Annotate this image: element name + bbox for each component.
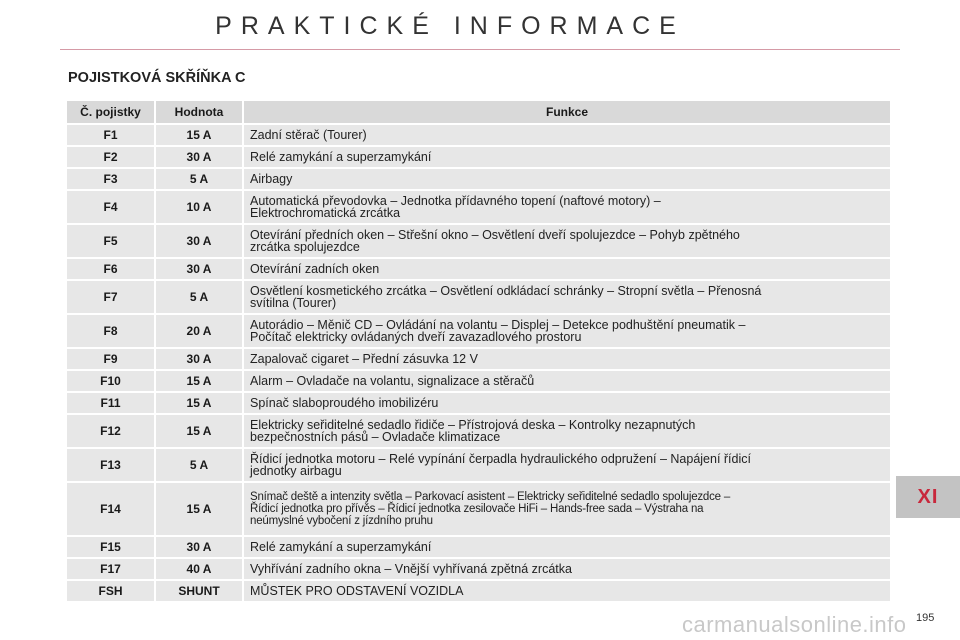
watermark: carmanualsonline.info [682,612,907,637]
fuse-function-line: Otevírání předních oken – Střešní okno – Osvětlení dveří spolujezdce – Pohyb zpětného [250,228,740,242]
fuse-value-cell: 5 A [155,168,243,190]
fuse-value-cell: 10 A [155,190,243,224]
fuse-function-cell [243,146,891,168]
fuse-value-cell: 15 A [155,370,243,392]
fuse-number-cell: F3 [67,168,155,190]
column-header-value: Hodnota [155,101,243,124]
fuse-value-cell: 15 A [155,482,243,536]
fuse-value-cell: 15 A [155,414,243,448]
fuse-function-cell [243,580,891,602]
fuse-number-cell: FSH [67,580,155,602]
fuse-function-line: Zadní stěrač (Tourer) [250,128,367,142]
chapter-tab-label: XI [917,485,939,508]
fuse-number-cell: F13 [67,448,155,482]
fuse-number-cell: F11 [67,392,155,414]
column-header-function: Funkce [243,101,891,124]
fuse-value-cell: 30 A [155,536,243,558]
fuse-function-cell [243,224,891,258]
fuse-function-cell [243,482,891,536]
page-title: PRAKTICKÉ INFORMACE [215,12,685,40]
table-row [67,124,891,146]
fuse-function-cell [243,124,891,146]
fuse-value-cell: 5 A [155,280,243,314]
fuse-value-cell: 30 A [155,146,243,168]
table-row [67,414,891,448]
fuse-function-line: Počítač elektricky ovládaných dveří zavazadlového prostoru [250,330,582,344]
fuse-value-cell: 15 A [155,392,243,414]
table-row [67,314,891,348]
fuse-value-cell: 30 A [155,348,243,370]
fuse-number-cell: F2 [67,146,155,168]
table-row [67,190,891,224]
fuse-number-cell: F5 [67,224,155,258]
fuse-number-cell: F17 [67,558,155,580]
fuse-function-cell [243,258,891,280]
fuse-function-line: Airbagy [250,172,293,186]
fuse-function-cell [243,314,891,348]
fuse-value-cell: 20 A [155,314,243,348]
fuse-function-line: Vyhřívání zadního okna – Vnější vyhřívaná zpětná zrcátka [250,562,572,576]
fuse-function-cell [243,280,891,314]
fuse-function-line: jednotky airbagu [250,464,342,478]
fuse-function-cell [243,168,891,190]
fuse-function-line: Osvětlení kosmetického zrcátka – Osvětlení odkládací schránky – Stropní světla – Přenosná [250,284,762,298]
fuse-value-cell: 5 A [155,448,243,482]
table-row [67,258,891,280]
table-row [67,482,891,536]
fuse-function-cell [243,536,891,558]
fuse-function-cell [243,190,891,224]
fuse-table-body [67,124,891,602]
fuse-number-cell: F15 [67,536,155,558]
fuse-function-line: Automatická převodovka – Jednotka přídavného topení (naftové motory) – [250,194,661,208]
fuse-function-line: Snímač deště a intenzity světla – Parkovací asistent – Elektricky seřiditelné sedadlo spolujezdce – [250,491,731,503]
fuse-number-cell: F1 [67,124,155,146]
fuse-function-line: Spínač slaboproudého imobilizéru [250,396,439,410]
fuse-function-line: neúmyslné vybočení z jízdního pruhu [250,515,433,527]
fuse-function-line: zrcátka spolujezdce [250,240,360,254]
fuse-value-cell: 40 A [155,558,243,580]
table-row [67,280,891,314]
fuse-function-line: Autorádio – Měnič CD – Ovládání na volantu – Displej – Detekce podhuštění pneumatik – [250,318,746,332]
fuse-function-line: Otevírání zadních oken [250,262,380,276]
fuse-function-line: MŮSTEK PRO ODSTAVENÍ VOZIDLA [250,584,464,598]
fuse-function-line: Relé zamykání a superzamykání [250,150,432,164]
fuse-function-line: Řídicí jednotka pro přívěs – Řídicí jednotka zesilovače HiFi – Hands-free sada – Výstraha na [250,503,704,515]
fuse-number-cell: F8 [67,314,155,348]
fuse-number-cell: F14 [67,482,155,536]
table-row [67,370,891,392]
fuse-function-line: Elektricky seřiditelné sedadlo řidiče – Přístrojová deska – Kontrolky nezapnutých [250,418,696,432]
fuse-function-line: Relé zamykání a superzamykání [250,540,432,554]
fuse-function-cell [243,370,891,392]
fuse-number-cell: F10 [67,370,155,392]
fuse-value-cell: 15 A [155,124,243,146]
fuse-function-line: bezpečnostních pásů – Ovladače klimatizace [250,430,501,444]
table-row [67,348,891,370]
fuse-value-cell: 30 A [155,258,243,280]
fuse-number-cell: F7 [67,280,155,314]
fuse-function-line: svítilna (Tourer) [250,296,337,310]
table-row [67,392,891,414]
fuse-function-cell [243,448,891,482]
chapter-tab [896,476,960,518]
table-row [67,558,891,580]
fuse-function-cell [243,392,891,414]
fuse-function-cell [243,348,891,370]
column-header-fuse-number: Č. pojistky [67,101,155,124]
table-row [67,168,891,190]
fuse-number-cell: F9 [67,348,155,370]
table-row [67,536,891,558]
table-row [67,224,891,258]
fuse-function-line: Zapalovač cigaret – Přední zásuvka 12 V [250,352,478,366]
table-row [67,580,891,602]
fuse-function-line: Elektrochromatická zrcátka [250,206,401,220]
fuse-table [67,101,892,603]
fuse-value-cell: 30 A [155,224,243,258]
fuse-number-cell: F6 [67,258,155,280]
section-title: POJISTKOVÁ SKŘÍŇKA C [68,70,246,86]
page-number: 195 [916,612,935,624]
table-row [67,448,891,482]
fuse-function-cell [243,558,891,580]
fuse-number-cell: F4 [67,190,155,224]
table-row [67,146,891,168]
fuse-value-cell: SHUNT [155,580,243,602]
fuse-function-line: Řídicí jednotka motoru – Relé vypínání čerpadla hydraulického odpružení – Napájení řídicí [250,452,751,466]
table-header-row [67,101,891,124]
header-divider [60,49,900,50]
fuse-function-cell [243,414,891,448]
fuse-number-cell: F12 [67,414,155,448]
fuse-function-line: Alarm – Ovladače na volantu, signalizace a stěračů [250,374,535,388]
